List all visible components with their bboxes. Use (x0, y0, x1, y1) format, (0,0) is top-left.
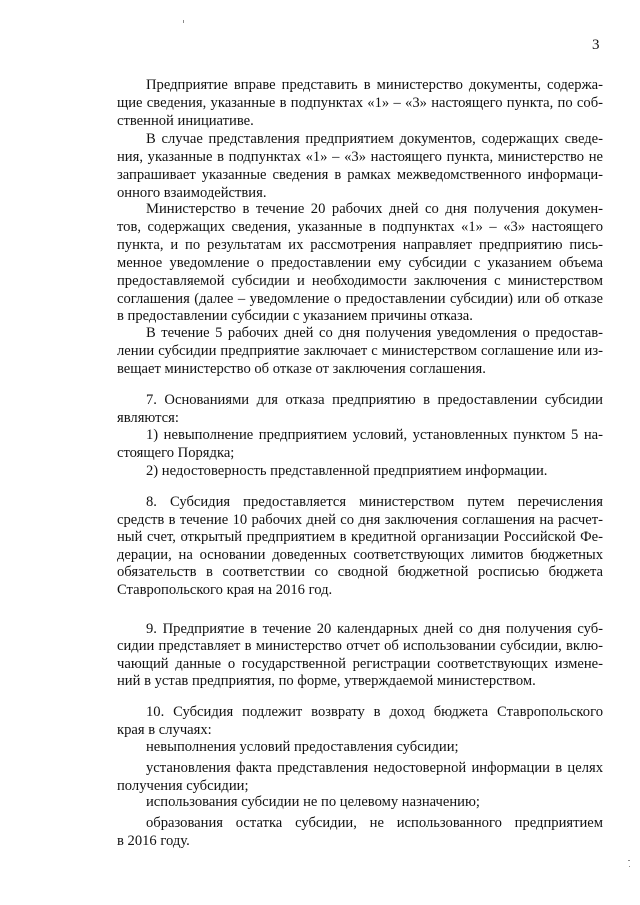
scan-mark-top (183, 20, 184, 23)
paragraph-10-line-1: 10. Субсидия подлежит возврату в доход бюджета Ставропольского (146, 704, 603, 720)
scan-mark-right (628, 860, 630, 861)
paragraph-14-line-1: образования остатка субсидии, не использованного предприятием (146, 815, 603, 831)
paragraph-3-line-1: Министерство в течение 20 рабочих дней со дня получения докумен- (146, 201, 603, 217)
paragraph-3-line-2: тов, содержащих сведения, указанные в подпунктах «1» – «3» настоящего (117, 219, 603, 235)
paragraph-5-line-2: являются: (117, 410, 179, 426)
paragraph-4-line-3: вещает министерство об отказе от заключения соглашения. (117, 361, 486, 377)
paragraph-1-line-1: Предприятие вправе представить в министерство документы, содержа- (146, 77, 603, 93)
paragraph-12-line-1: установления факта представления недостоверной информации в целях (146, 760, 603, 776)
paragraph-6-line-1: 1) невыполнение предприятием условий, установленных пунктом 5 на- (146, 427, 603, 443)
paragraph-3-line-6: соглашения (далее – уведомление о предоставлении субсидии) или об отказе (117, 291, 603, 307)
paragraph-3-line-7: в предоставлении субсидии с указанием причины отказа. (117, 308, 473, 324)
scan-mark-right-2 (629, 866, 630, 867)
paragraph-7-line-1: 2) недостоверность представленной предприятием информации. (146, 463, 548, 479)
paragraph-13-line-1: использования субсидии не по целевому назначению; (146, 794, 480, 810)
paragraph-1-line-3: ственной инициативе. (117, 113, 254, 129)
paragraph-9-line-4: ний в устав предприятия, по форме, утверждаемой министерством. (117, 673, 536, 689)
paragraph-4-line-2: лении субсидии предприятие заключает с министерством соглашение или из- (117, 343, 603, 359)
paragraph-5-line-1: 7. Основаниями для отказа предприятию в предоставлении субсидии (146, 392, 603, 408)
paragraph-9-line-2: сидии представляет в министерство отчет об использовании субсидии, вклю- (117, 638, 603, 654)
page-number: 3 (592, 37, 600, 53)
paragraph-1-line-2: щие сведения, указанные в подпунктах «1» – «3» настоящего пункта, по соб- (117, 95, 603, 111)
paragraph-12-line-2: получения субсидии; (117, 778, 249, 794)
paragraph-4-line-1: В течение 5 рабочих дней со дня получения уведомления о предостав- (146, 325, 603, 341)
paragraph-8-line-4: дерации, на основании доведенных соответствующих лимитов бюджетных (117, 547, 603, 563)
paragraph-6-line-2: стоящего Порядка; (117, 445, 235, 461)
paragraph-14-line-2: в 2016 году. (117, 833, 190, 849)
paragraph-3-line-4: менное уведомление о предоставлении ему субсидии с указанием объема (117, 255, 603, 271)
paragraph-8-line-3: ный счет, открытый предприятием в кредитной организации Российской Фе- (117, 529, 603, 545)
paragraph-2-line-3: запрашивает указанные сведения в рамках межведомственного информаци- (117, 167, 603, 183)
paragraph-9-line-3: чающий данные о государственной регистрации соответствующих измене- (117, 656, 603, 672)
paragraph-2-line-2: ния, указанные в подпунктах «1» – «3» настоящего пункта, министерство не (117, 149, 603, 165)
paragraph-2-line-4: онного взаимодействия. (117, 185, 267, 201)
paragraph-3-line-5: предоставляемой субсидии и необходимости заключения с министерством (117, 273, 603, 289)
paragraph-8-line-1: 8. Субсидия предоставляется министерством путем перечисления (146, 494, 603, 510)
paragraph-2-line-1: В случае представления предприятием документов, содержащих сведе- (146, 131, 603, 147)
paragraph-10-line-2: края в случаях: (117, 722, 212, 738)
paragraph-11-line-1: невыполнения условий предоставления субсидии; (146, 739, 459, 755)
paragraph-8-line-2: средств в течение 10 рабочих дней со дня заключения соглашения на расчет- (117, 512, 603, 528)
paragraph-9-line-1: 9. Предприятие в течение 20 календарных дней со дня получения суб- (146, 621, 603, 637)
paragraph-3-line-3: пункта, и по результатам их рассмотрения направляет предприятию пись- (117, 237, 603, 253)
paragraph-8-line-5: обязательств в соответствии со сводной бюджетной росписью бюджета (117, 564, 603, 580)
paragraph-8-line-6: Ставропольского края на 2016 год. (117, 582, 333, 598)
